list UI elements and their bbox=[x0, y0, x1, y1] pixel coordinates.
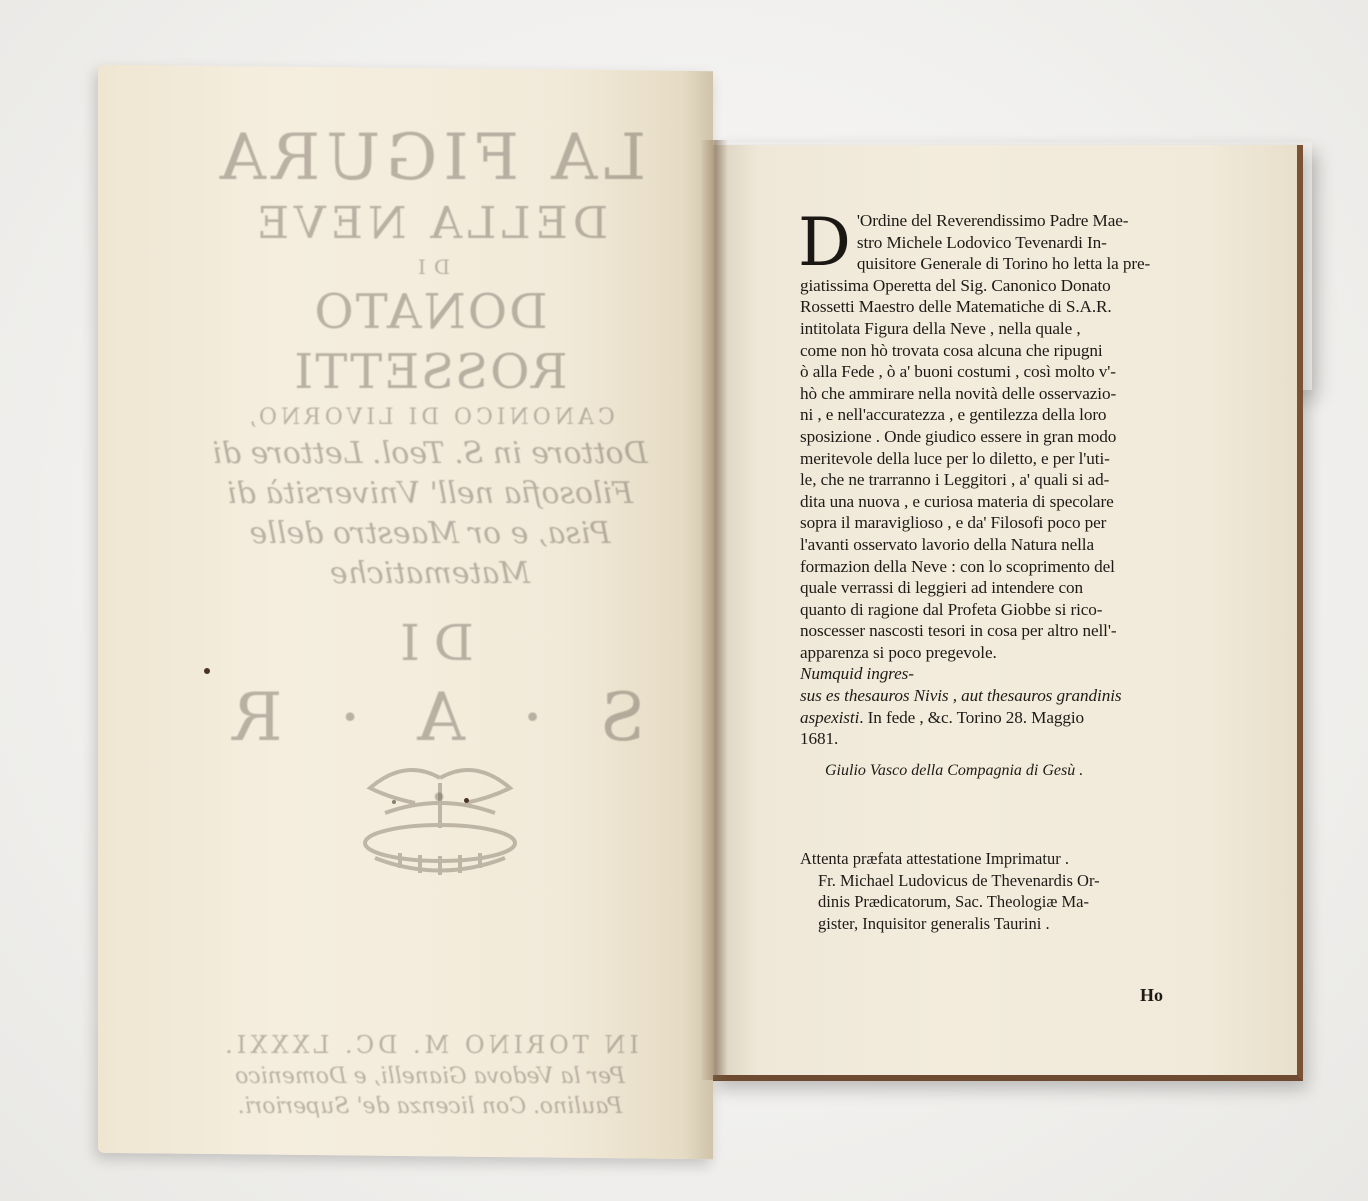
approval-line: formazion della Neve : con lo scoprimento del bbox=[800, 556, 1115, 576]
year: 1681. bbox=[800, 729, 839, 749]
approval-ending bbox=[800, 663, 1195, 749]
bleed-subtitle: DELLA NEVE bbox=[251, 198, 609, 249]
bleed-di: DI bbox=[410, 255, 450, 279]
bleed-title: LA FIGURA bbox=[213, 121, 647, 195]
latin-quote: sus es thesauros Nivis , aut thesauros grandinis bbox=[800, 686, 1122, 706]
approval-line: stro Michele Lodovico Tevenardi In- bbox=[856, 232, 1107, 252]
imprimatur-block bbox=[800, 848, 1200, 934]
approval-text bbox=[798, 204, 1195, 750]
catchword: Ho bbox=[1140, 985, 1164, 1005]
approval-line: come non hò trovata cosa alcuna che ripugni bbox=[800, 340, 1103, 360]
bleed-di-2: DI bbox=[386, 614, 474, 672]
foxing-spot bbox=[464, 798, 469, 803]
imprimatur-line: Attenta præfata attestatione Imprimatur . bbox=[800, 849, 1069, 868]
approval-line: quisitore Generale di Torino ho letta la pre- bbox=[856, 254, 1151, 274]
latin-quote: aspexisti bbox=[800, 707, 860, 727]
bleed-canonico: CANONICO DI LIVORNO, bbox=[245, 405, 615, 430]
approval-line: sopra il maraviglioso , e da' Filosofi poco per bbox=[800, 513, 1107, 533]
approval-line: 'Ordine del Reverendissimo Padre Mae- bbox=[856, 211, 1129, 230]
approval-line: sposizione . Onde giudico essere in gran modo bbox=[800, 426, 1117, 446]
approval-line: dita una nuova , e curiosa materia di specolare bbox=[800, 491, 1114, 511]
printers-ornament bbox=[345, 758, 535, 888]
signature-line: Giulio Vasco della Compagnia di Gesù . bbox=[825, 762, 1084, 779]
approval-line: giatissima Operetta del Sig. Canonico Donato bbox=[800, 275, 1111, 295]
imprimatur-line: gister, Inquisitor generalis Taurini . bbox=[818, 913, 1050, 933]
book-gutter bbox=[700, 140, 728, 1080]
imprimatur-line: Fr. Michael Ludovicus de Thevenardis Or- bbox=[818, 870, 1100, 890]
drop-cap: D bbox=[798, 204, 851, 281]
closing-formula: . In fede , &c. Torino 28. Maggio bbox=[859, 707, 1085, 727]
bleed-credentials: Dottore in S. Teol. Lettore di Filosofia nell' Vniversità di Pisa, e or Maestro delle Matematiche bbox=[212, 436, 648, 591]
left-page-bleed-through bbox=[200, 120, 660, 1122]
bleed-sar: S · A · R · bbox=[214, 679, 646, 836]
approval-line: l'avanti osservato lavorio della Natura nella bbox=[800, 534, 1095, 554]
foxing-spot bbox=[392, 800, 396, 804]
bleed-author: DONATO ROSSETTI bbox=[292, 284, 568, 400]
latin-quote: Numquid ingres- bbox=[800, 664, 914, 684]
bleed-imprint: IN TORINO M. DC. LXXXI. bbox=[221, 1031, 639, 1059]
approval-line: apparenza si poco pregevole. bbox=[800, 642, 997, 662]
bleed-printer: Per la Vedova Gianelli, e Domenico Paulino. Con licenza de' Superiori. bbox=[235, 1064, 625, 1119]
approval-line: noscesser nascosti tesori in cosa per altro nell'- bbox=[800, 621, 1117, 641]
approval-line: ni , e nell'accuratezza , e gentilezza della loro bbox=[800, 405, 1107, 425]
approval-line: quale verrassi di leggieri ad intendere con bbox=[800, 578, 1083, 598]
approval-line: ò alla Fede , ò a' buoni costumi , così molto v'- bbox=[800, 362, 1116, 382]
approval-paragraph bbox=[798, 204, 1195, 663]
approval-line: meritevole della luce per lo diletto, e per l'uti- bbox=[800, 448, 1110, 468]
approval-line: hò che ammirare nella novità delle osservazio- bbox=[800, 383, 1117, 403]
foxing-spot bbox=[204, 668, 210, 674]
approval-line: Rossetti Maestro delle Matematiche di S.A.R. bbox=[800, 297, 1112, 317]
approval-line: le, che ne trarranno i Leggitori , a' quali si ad- bbox=[800, 470, 1110, 490]
approval-line: intitolata Figura della Neve , nella quale , bbox=[800, 318, 1081, 338]
approval-line: quanto di ragione dal Profeta Giobbe si rico- bbox=[800, 599, 1103, 619]
imprimatur-line: dinis Prædicatorum, Sac. Theologiæ Ma- bbox=[818, 892, 1090, 911]
